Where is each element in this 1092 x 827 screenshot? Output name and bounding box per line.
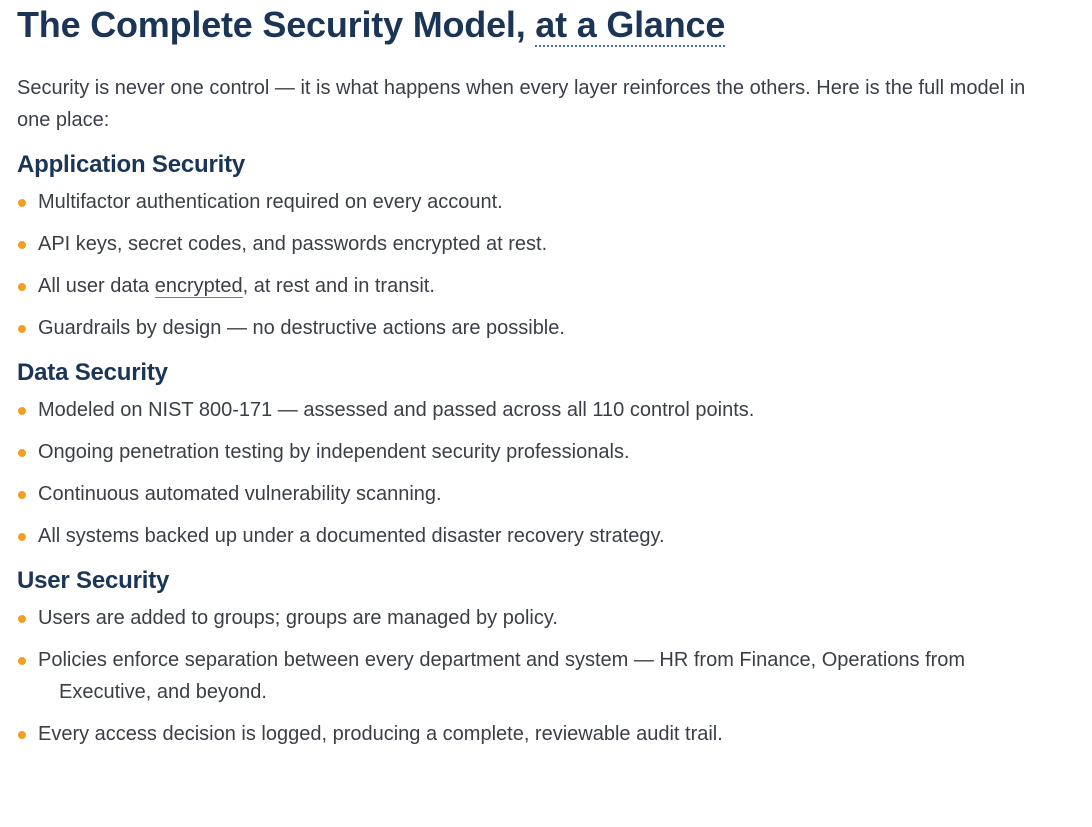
list-item-text bbox=[38, 644, 1072, 708]
list-item-text-after: , at rest and in transit. bbox=[242, 275, 435, 297]
bullet-dot-icon bbox=[18, 533, 26, 541]
section-heading: Application Security bbox=[17, 151, 246, 178]
bullet-dot-icon bbox=[18, 615, 26, 623]
list-item-text: Modeled on NIST 800-171 — assessed and passed across all 110 control points. bbox=[38, 399, 755, 421]
list-item-text: Continuous automated vulnerability scanning. bbox=[38, 483, 442, 505]
encrypted-link[interactable]: encrypted bbox=[154, 275, 243, 297]
bullet-dot-icon bbox=[18, 407, 26, 415]
list-item bbox=[17, 270, 1072, 302]
list-item bbox=[17, 312, 1072, 344]
list-item bbox=[17, 644, 1072, 708]
list-item bbox=[17, 718, 1072, 750]
page-title bbox=[17, 0, 1092, 46]
title-link[interactable]: at a Glance bbox=[535, 4, 726, 45]
intro-paragraph: Security is never one control — it is what happens when every layer reinforces the others. Here is the full model in one place: bbox=[17, 77, 1026, 131]
list-item-text bbox=[38, 270, 1072, 302]
list-item-text: Every access decision is logged, producing a complete, reviewable audit trail. bbox=[38, 723, 723, 745]
bullet-list bbox=[17, 186, 1092, 344]
list-item bbox=[17, 228, 1072, 260]
list-item-text: Users are added to groups; groups are managed by policy. bbox=[38, 607, 558, 629]
bullet-dot-icon bbox=[18, 199, 26, 207]
list-item-text-before: All user data bbox=[38, 275, 155, 297]
bullet-dot-icon bbox=[18, 449, 26, 457]
section-user-security bbox=[17, 566, 1092, 750]
list-item-text-line1: Policies enforce separation between every department and system — HR from Finance, Operations from bbox=[38, 649, 966, 671]
list-item bbox=[17, 478, 1072, 510]
page-title-text: The Complete Security Model, bbox=[17, 4, 536, 45]
section-heading: User Security bbox=[17, 567, 170, 594]
bullet-list bbox=[17, 394, 1092, 552]
list-item-text: All systems backed up under a documented disaster recovery strategy. bbox=[38, 525, 665, 547]
bullet-list bbox=[17, 602, 1092, 750]
bullet-dot-icon bbox=[18, 657, 26, 665]
list-item-text: Multifactor authentication required on every account. bbox=[38, 191, 503, 213]
list-item bbox=[17, 520, 1072, 552]
list-item bbox=[17, 602, 1072, 634]
list-item bbox=[17, 186, 1072, 218]
section-data-security bbox=[17, 358, 1092, 552]
bullet-dot-icon bbox=[18, 283, 26, 291]
section-application-security bbox=[17, 150, 1092, 344]
bullet-dot-icon bbox=[18, 241, 26, 249]
list-item-text: API keys, secret codes, and passwords encrypted at rest. bbox=[38, 233, 548, 255]
section-heading: Data Security bbox=[17, 359, 168, 386]
list-item-text: Ongoing penetration testing by independent security professionals. bbox=[38, 441, 630, 463]
list-item-text: Guardrails by design — no destructive actions are possible. bbox=[38, 317, 565, 339]
list-item-text-line2: Executive, and beyond. bbox=[59, 681, 267, 703]
bullet-dot-icon bbox=[18, 731, 26, 739]
bullet-dot-icon bbox=[18, 491, 26, 499]
list-item bbox=[17, 394, 1072, 426]
bullet-dot-icon bbox=[18, 325, 26, 333]
list-item bbox=[17, 436, 1072, 468]
